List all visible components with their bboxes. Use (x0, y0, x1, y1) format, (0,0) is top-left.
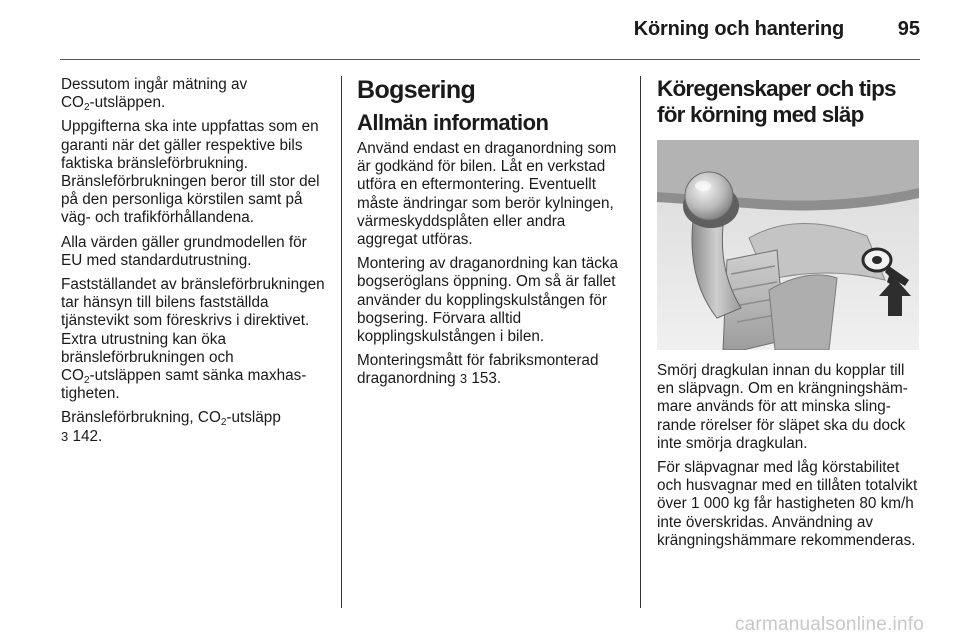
paragraph: Uppgifterna ska inte uppfattas som en garanti när det gäller respektive bils faktiska bränsleförbrukning. Bränsleförbrukningen beror till stor del på den personliga körstilen samt på väg- och trafikförhållandena. (61, 118, 320, 227)
watermark: carmanualsonline.info (734, 614, 924, 635)
text: Dessutom ingår mätning av (61, 76, 248, 93)
column-1 (61, 76, 331, 452)
page-reference-link[interactable]: 153. (471, 370, 502, 388)
section-heading: Köregenskaper och tips för körning med släp (657, 76, 896, 127)
text: -utsläppen samt sänka maxhastigheten. (61, 367, 307, 403)
paragraph (61, 76, 331, 112)
text: Fastställandet av bränsleförbrukningen tar hänsyn till bilens fastställda tjänstevikt som föreskrivs i direktivet. Extra utrustning kan öka bränsleförbrukningen och (61, 276, 325, 366)
paragraph: Använd endast en draganordning som är godkänd för bilen. Låt en verkstad utföra en eftermontering. Eventuellt måste ändringar som berör kylningen, värmeskyddsplåten eller andra aggregat utföras. (357, 140, 617, 249)
text: CO (61, 94, 84, 112)
subscript: 2 (83, 375, 90, 387)
column-divider (341, 76, 342, 608)
text: -utsläpp (226, 409, 281, 427)
paragraph (61, 276, 331, 403)
column-divider (640, 76, 641, 608)
paragraph (61, 409, 331, 445)
text: Monteringsmått för fabriksmonterad draganordning (357, 352, 599, 388)
subsection-heading: Allmän information (357, 110, 549, 135)
tow-hitch-drawing (657, 140, 919, 350)
paragraph: Smörj dragkulan innan du kopplar till en släpvagn. Om en krängningshämmare används för att minska slingrande rörelser för släpet ska du dock inte smörja dragkulan. (657, 362, 908, 452)
tow-hitch-illustration (657, 140, 919, 350)
paragraph (357, 352, 627, 388)
column-2 (357, 76, 627, 395)
page-reference-icon[interactable]: 3 (61, 428, 69, 444)
text: CO (61, 367, 84, 385)
header-rule (60, 59, 920, 60)
running-title: Körning och hantering (633, 18, 844, 40)
page-reference-link[interactable]: 142. (72, 427, 103, 445)
page-reference-icon[interactable]: 3 (459, 371, 468, 387)
paragraph: Montering av draganordning kan täcka bogseröglans öppning. Om så är fallet använder du kopplingskulstången för bogsering. Förvara alltid kopplingskulstången i bilen. (357, 255, 619, 346)
section-heading: Bogsering (357, 76, 476, 104)
paragraph: För släpvagnar med låg körstabilitet och husvagnar med en tillåten totalvikt över 1 000 kg får hastigheten 80 km/h inte överskridas. Användning av krängningshämmare rekommenderas. (657, 459, 918, 549)
column-3 (657, 76, 923, 556)
text: Bränsleförbrukning, CO (61, 409, 221, 427)
subscript: 2 (83, 102, 90, 114)
paragraph: Alla värden gäller grundmodellen för EU med standardutrustning. (61, 233, 307, 269)
page-header (0, 0, 960, 62)
subscript: 2 (220, 417, 227, 429)
text: -utsläppen. (89, 94, 166, 112)
page-number: 95 (897, 18, 920, 40)
